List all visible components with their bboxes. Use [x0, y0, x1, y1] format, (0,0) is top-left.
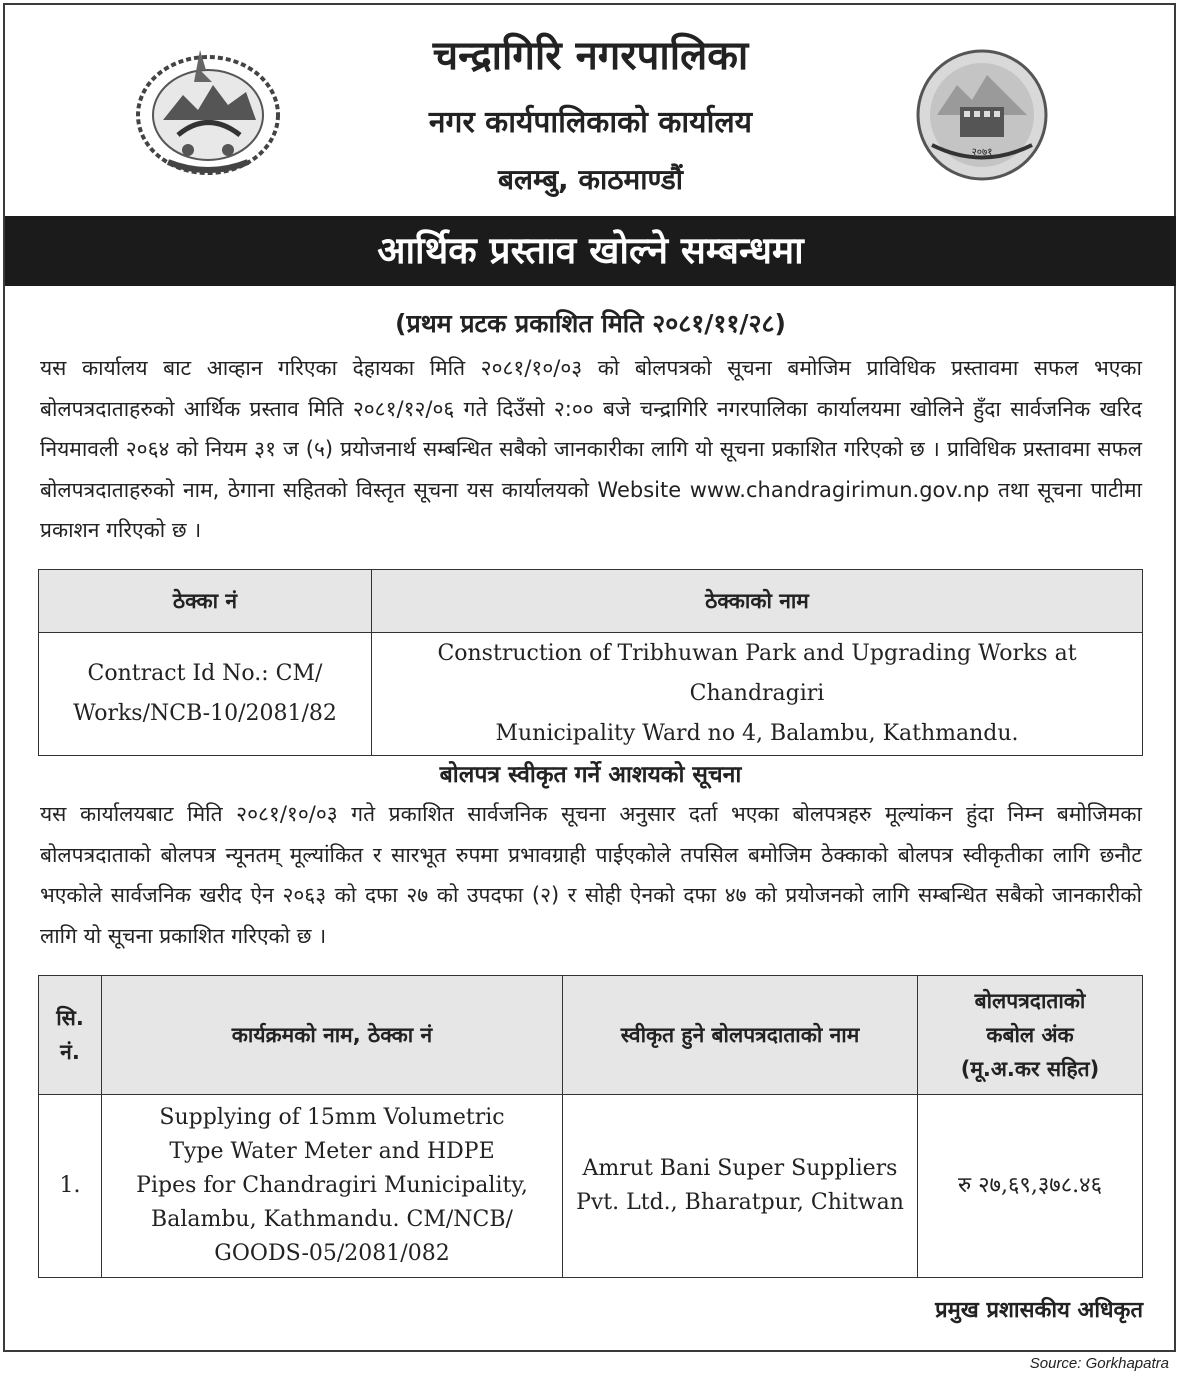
contract-name-line: Construction of Tribhuwan Park and Upgrading Works at Chandragiri [437, 641, 1077, 706]
source-credit: Source: Gorkhapatra [1029, 1355, 1169, 1372]
contract-no-line: Contract Id No.: CM/ [87, 661, 323, 686]
intent-section-title: बोलपत्र स्वीकृत गर्ने आशयको सूचना [439, 762, 742, 788]
notice-paragraph-1: यस कार्यालय बाट आव्हान गरिएका देहायका मिति २०८१/१०/०३ को बोलपत्रको सूचना बमोजिम प्राविधिक प्रस्तावमा सफल भएका बोलपत्रदाताहरुको आर्थिक प्रस्ताव मिति २०८१/१२/०६ गते दिउँसो २:०० बजे चन्द्रागिरि नगरपालिका कार्यालयमा खोलिने हुँदा सार्वजनिक खरिद नियमावली २०६४ को नियम ३१ ज (५) प्रयोजनार्थ सम्बन्धित सबैको जानकारीका लागि यो सूचना प्रकाशित गरिएको छ । प्राविधिक प्रस्तावमा सफल बोलपत्रदाताहरुको नाम, ठेगाना सहितको विस्तृत सूचना यस कार्यालयको Website www.chandragirimun.gov.np तथा सूचना पाटीमा प्रकाशन गरिएको छ । [40, 356, 1142, 542]
notice-paragraph-2: यस कार्यालयबाट मिति २०८१/१०/०३ गते प्रकाशित सार्वजनिक सूचना अनुसार दर्ता भएका बोलपत्रहरु मूल्यांकन हुंदा निम्न बमोजिमका बोलपत्रदाताको बोलपत्र न्यूनतम् मूल्यांकित र सारभूत रुपमा प्रभावग्राही पाईएकोले तपसिल बमोजिम ठेक्काको बोलपत्र स्वीकृतीका लागि छनौट भएकोले सार्वजनिक खरीद ऐन २०६३ को दफा २७ को उपदफा (२) र सोही ऐनको दफा ४७ को प्रयोजनको लागि सम्बन्धित सबैको जानकारीको लागि यो सूचना प्रकाशित गरिएको छ । [40, 802, 1142, 948]
amount-cell: रु २७,६९,३७८.४६ [918, 1095, 1143, 1278]
program-line: Pipes for Chandragiri Municipality, [136, 1173, 528, 1198]
program-header: कार्यक्रमको नाम, ठेक्का नं [102, 976, 563, 1095]
contract-no-cell [39, 633, 372, 756]
amount-header [918, 976, 1143, 1095]
publish-date: (प्रथम प्रटक प्रकाशित मिति २०८१/११/२८) [395, 309, 786, 338]
sn-header [39, 976, 102, 1095]
contract-name-header: ठेक्काको नाम [372, 570, 1143, 633]
table-row [39, 1095, 1143, 1278]
bidder-header: स्वीकृत हुने बोलपत्रदाताको नाम [563, 976, 918, 1095]
sn-cell: 1. [39, 1095, 102, 1278]
program-line: Balambu, Kathmandu. CM/NCB/ [151, 1207, 513, 1232]
sn-header-line: नं. [60, 1040, 80, 1064]
signatory-title: प्रमुख प्रशासकीय अधिकृत [935, 1298, 1143, 1323]
program-line: GOODS-05/2081/082 [214, 1241, 450, 1266]
contract-no-line: Works/NCB-10/2081/82 [73, 701, 337, 726]
table-header-row [39, 976, 1143, 1095]
contract-table [38, 569, 1143, 756]
contract-no-header: ठेक्का नं [39, 570, 372, 633]
program-line: Supplying of 15mm Volumetric [159, 1105, 505, 1130]
notice-heading-banner: आर्थिक प्रस्ताव खोल्ने सम्बन्धमा [5, 216, 1176, 286]
bidder-line: Pvt. Ltd., Bharatpur, Chitwan [576, 1190, 904, 1215]
bidder-cell [563, 1095, 918, 1278]
amount-header-line: बोलपत्रदाताको [974, 989, 1086, 1013]
municipality-title: चन्द्रागिरि नगरपालिका [432, 33, 749, 79]
amount-header-line: (मू.अ.कर सहित) [960, 1057, 1100, 1081]
table-row [39, 633, 1143, 756]
office-location: बलम्बु, काठमाण्डौं [498, 163, 683, 196]
contract-name-cell [372, 633, 1143, 756]
program-line: Type Water Meter and HDPE [169, 1139, 495, 1164]
amount-header-line: कबोल अंक [986, 1023, 1074, 1047]
program-cell [102, 1095, 563, 1278]
contract-name-line: Municipality Ward no 4, Balambu, Kathmandu. [495, 721, 1019, 746]
bidder-line: Amrut Bani Super Suppliers [582, 1156, 898, 1181]
table-header-row [39, 570, 1143, 633]
office-subtitle: नगर कार्यपालिकाको कार्यालय [428, 105, 753, 140]
award-table [38, 975, 1143, 1278]
sn-header-line: सि. [56, 1006, 84, 1030]
logo-year: २०७१ [971, 147, 993, 158]
